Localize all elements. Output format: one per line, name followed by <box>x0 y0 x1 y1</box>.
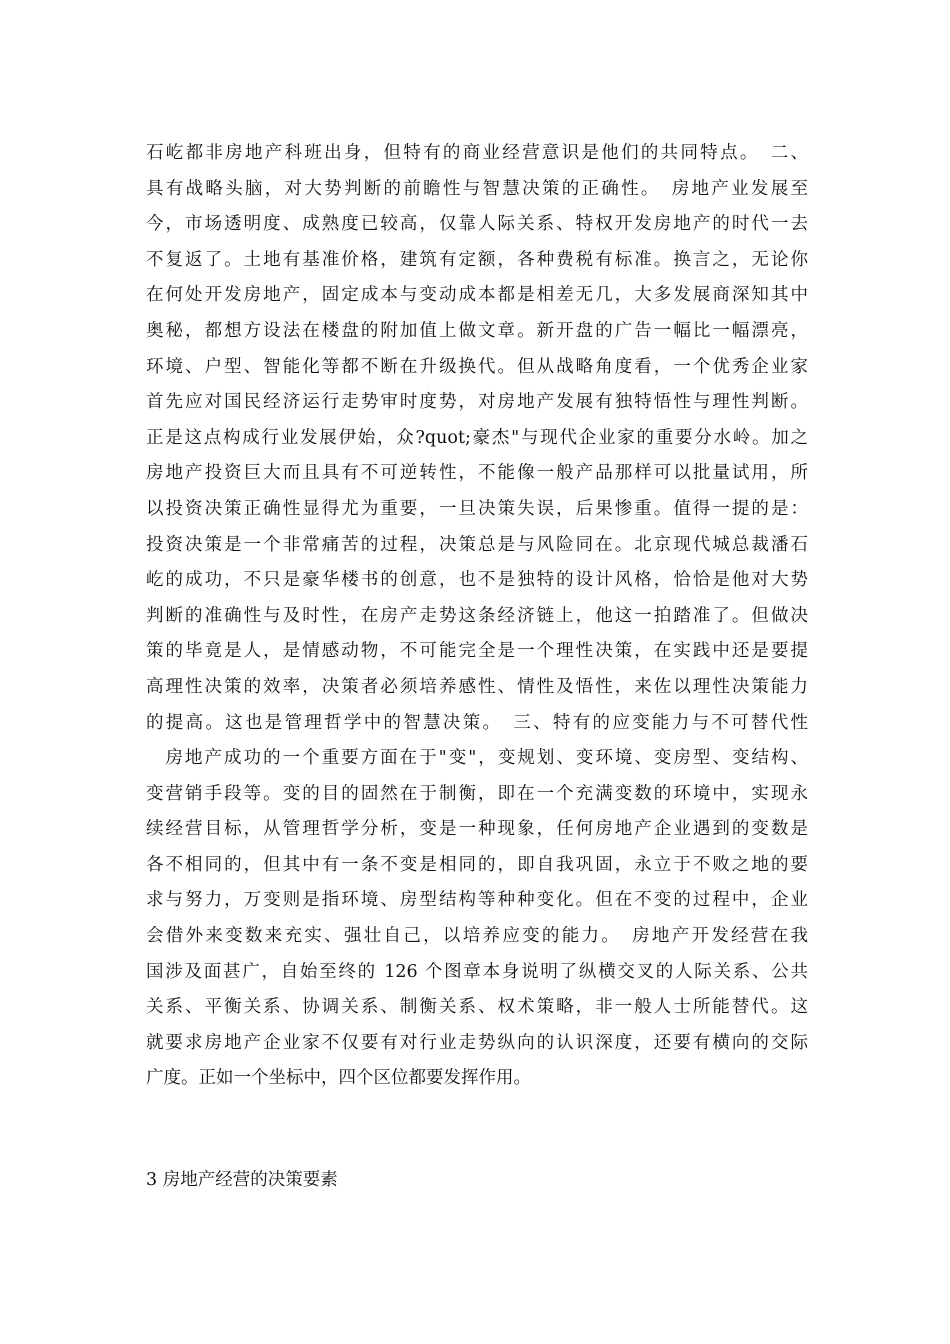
text-line: 策的毕竟是人，是情感动物，不可能完全是一个理性决策，在实践中还是要提 <box>146 641 808 662</box>
text-line: 以投资决策正确性显得尤为重要，一旦决策失误，后果惨重。值得一提的是： <box>146 498 808 519</box>
section-heading: 3 房地产经营的决策要素 <box>146 1170 338 1190</box>
text-line: 奥秘，都想方设法在楼盘的附加值上做文章。新开盘的广告一幅比一幅漂亮， <box>146 320 808 341</box>
text-line: 投资决策是一个非常痛苦的过程，决策总是与风险同在。北京现代城总裁潘石 <box>146 534 808 555</box>
text-line: 各不相同的，但其中有一条不变是相同的，即自我巩固，永立于不败之地的要 <box>146 854 808 875</box>
text-line: 的提高。这也是管理哲学中的智慧决策。 三、特有的应变能力与不可替代性 <box>146 712 808 733</box>
text-line: 首先应对国民经济运行走势审时度势，对房地产发展有独特悟性与理性判断。 <box>146 392 808 413</box>
text-line: 续经营目标，从管理哲学分析，变是一种现象，任何房地产企业遇到的变数是 <box>146 819 808 840</box>
text-line: 正是这点构成行业发展伊始，众?quot;豪杰"与现代企业家的重要分水岭。加之 <box>146 427 808 448</box>
text-line: 高理性决策的效率，决策者必须培养感性、情性及悟性，来佐以理性决策能力 <box>146 676 808 697</box>
text-line: 具有战略头脑，对大势判断的前瞻性与智慧决策的正确性。 房地产业发展至 <box>146 178 808 199</box>
text-line: 屹的成功，不只是豪华楼书的创意，也不是独特的设计风格，恰恰是他对大势 <box>146 570 808 591</box>
text-line: 会借外来变数来充实、强壮自己，以培养应变的能力。 房地产开发经营在我 <box>146 926 808 947</box>
text-line: 石屹都非房地产科班出身，但特有的商业经营意识是他们的共同特点。 二、 <box>146 143 808 163</box>
text-line-last: 广度。正如一个坐标中，四个区位都要发挥作用。 <box>146 1068 531 1089</box>
text-line: 房地产投资巨大而且具有不可逆转性，不能像一般产品那样可以批量试用，所 <box>146 463 808 484</box>
text-line: 国涉及面甚广，自始至终的 126 个图章本身说明了纵横交叉的人际关系、公共 <box>146 961 808 982</box>
text-line: 在何处开发房地产，固定成本与变动成本都是相差无几，大多发展商深知其中 <box>146 285 808 306</box>
text-line: 就要求房地产企业家不仅要有对行业走势纵向的认识深度，还要有横向的交际 <box>146 1032 808 1053</box>
text-line: 关系、平衡关系、协调关系、制衡关系、权术策略，非一般人士所能替代。这 <box>146 997 808 1018</box>
text-line: 判断的准确性与及时性，在房产走势这条经济链上，他这一拍踏准了。但做决 <box>146 605 808 626</box>
body-paragraph <box>146 136 808 1097</box>
text-line: 环境、户型、智能化等都不断在升级换代。但从战略角度看，一个优秀企业家 <box>146 356 808 377</box>
text-line: 求与努力，万变则是指环境、房型结构等种种变化。但在不变的过程中，企业 <box>146 890 808 911</box>
text-line: 变营销手段等。变的目的固然在于制衡，即在一个充满变数的环境中，实现永 <box>146 783 808 804</box>
text-line: 今，市场透明度、成熟度已较高，仅靠人际关系、特权开发房地产的时代一去 <box>146 214 808 235</box>
text-line: 不复返了。土地有基准价格，建筑有定额，各种费税有标准。换言之，无论你 <box>146 249 808 270</box>
text-line: 房地产成功的一个重要方面在于"变"，变规划、变环境、变房型、变结构、 <box>146 748 808 769</box>
